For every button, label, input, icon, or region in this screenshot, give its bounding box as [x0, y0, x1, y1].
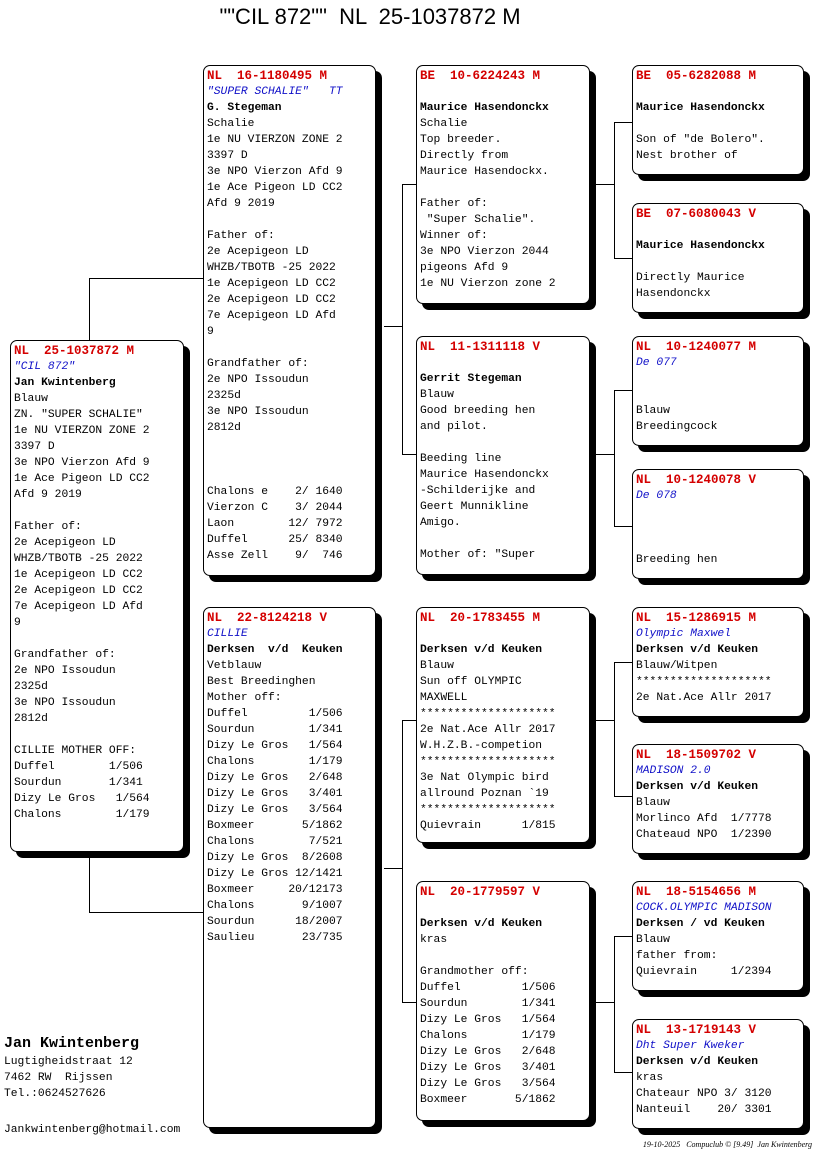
info-line: Chateaud NPO 1/2390 [636, 829, 772, 841]
info-line: 3e NPO Vierzon Afd 9 [14, 457, 150, 469]
ring-number: NL 22-8124218 V [207, 611, 328, 625]
info-line [636, 116, 800, 132]
info-line: Asse Zell 9/ 746 [207, 550, 343, 562]
info-line: Nest brother of [636, 150, 738, 162]
info-line: Son of "de Bolero". [636, 134, 765, 146]
info-line: Blauw/Witpen [636, 660, 718, 672]
info-line [636, 254, 800, 270]
breeder-name: Maurice Hasendonckx [636, 102, 765, 114]
info-line: 1e NU VIERZON ZONE 2 [14, 425, 150, 437]
info-line: Saulieu 23/735 [207, 932, 343, 944]
info-line: 1e NU VIERZON ZONE 2 [207, 134, 343, 146]
ring-number: NL 20-1783455 M [420, 611, 541, 625]
breeder-name: Derksen v/d Keuken [420, 644, 543, 656]
breeder-name: Derksen v/d Keuken [207, 644, 343, 656]
info-line [14, 503, 180, 519]
info-line: 3e NPO Issoudun [207, 406, 309, 418]
ring-number: NL 11-1311118 V [420, 340, 541, 354]
connector-line [402, 454, 417, 455]
info-line: Father of: [420, 198, 488, 210]
info-line: CILLIE MOTHER OFF: [14, 745, 137, 757]
ring-number: NL 10-1240078 V [636, 473, 757, 487]
info-line: "Super Schalie". [420, 214, 536, 226]
pigeon-card-dam-sire-sire[interactable] [632, 607, 804, 717]
ring-number: BE 10-6224243 M [420, 69, 541, 83]
info-line: Afd 9 2019 [14, 489, 82, 501]
pigeon-name [420, 900, 586, 916]
info-line: Blauw [636, 934, 670, 946]
connector-line [402, 184, 403, 454]
info-line [207, 340, 372, 356]
info-line: Beeding line [420, 453, 502, 465]
ring-number: NL 20-1779597 V [420, 885, 541, 899]
info-line: Boxmeer 20/12173 [207, 884, 343, 896]
info-line: Hasendonckx [636, 288, 711, 300]
info-line: Vierzon C 3/ 2044 [207, 502, 343, 514]
info-line: Chalons 1/179 [207, 756, 343, 768]
info-line: -Schilderijke and [420, 485, 536, 497]
breeder-name: Derksen / vd Keuken [636, 918, 765, 930]
info-line: WHZB/TBOTB -25 2022 [14, 553, 143, 565]
info-line: W.H.Z.B.-competion [420, 740, 543, 752]
pigeon-card-dam-sire-dam[interactable] [632, 744, 804, 854]
connector-line [590, 184, 614, 185]
info-line: Blauw [636, 797, 670, 809]
info-line: Morlinco Afd 1/7778 [636, 813, 772, 825]
info-line: Dizy Le Gros 2/648 [420, 1046, 556, 1058]
info-line [14, 727, 180, 743]
info-line: Quievrain 1/2394 [636, 966, 772, 978]
info-line: 2e Acepigeon LD CC2 [14, 585, 143, 597]
info-line: Blauw [636, 405, 670, 417]
info-line: Dizy Le Gros 3/401 [207, 788, 343, 800]
info-line: 2e Nat.Ace Allr 2017 [420, 724, 556, 736]
connector-line [614, 122, 615, 258]
info-line: Duffel 1/506 [420, 982, 556, 994]
info-line: pigeons Afd 9 [420, 262, 509, 274]
info-line: Duffel 1/506 [14, 761, 143, 773]
pigeon-name [420, 626, 586, 642]
info-line: Blauw [14, 393, 48, 405]
info-line: and pilot. [420, 421, 488, 433]
info-line [207, 468, 372, 484]
connector-line [384, 326, 402, 327]
ring-number: NL 18-1509702 V [636, 748, 757, 762]
pigeon-name: COCK.OLYMPIC MADISON [636, 902, 772, 914]
info-line: 2325d [14, 681, 48, 693]
pigeon-name [636, 84, 800, 100]
connector-line [590, 1002, 614, 1003]
info-line: Directly from [420, 150, 509, 162]
connector-line [614, 936, 632, 937]
info-line: Amigo. [420, 517, 461, 529]
info-line: allround Poznan `19 [420, 788, 549, 800]
info-line: Blauw [420, 660, 454, 672]
info-line: Chateaur NPO 3/ 3120 [636, 1088, 772, 1100]
info-line: 3e NPO Vierzon Afd 9 [207, 166, 343, 178]
pigeon-card-sire-dam-dam[interactable] [632, 469, 804, 579]
connector-line [614, 796, 632, 797]
ring-number: BE 05-6282088 M [636, 69, 757, 83]
pigeon-name: MADISON 2.0 [636, 765, 711, 777]
breeder-name: Maurice Hasendonckx [420, 102, 549, 114]
pigeon-name: Dht Super Kweker [636, 1040, 745, 1052]
pigeon-card-dam-dam[interactable] [416, 881, 590, 1121]
pigeon-card-sire-sire-sire[interactable] [632, 65, 804, 175]
info-line: ZN. "SUPER SCHALIE" [14, 409, 143, 421]
info-line: 1e Ace Pigeon LD CC2 [207, 182, 343, 194]
owner-email[interactable]: Jankwintenberg@hotmail.com [4, 1124, 181, 1136]
info-line: 2812d [14, 713, 48, 725]
info-line [420, 180, 586, 196]
info-line: Geert Munnikline [420, 501, 529, 513]
info-line: 3e NPO Vierzon 2044 [420, 246, 549, 258]
connector-line [614, 526, 632, 527]
owner-address-city: 7462 RW Rijssen [4, 1072, 113, 1084]
info-line: 1e Ace Pigeon LD CC2 [14, 473, 150, 485]
info-line: ******************** [420, 708, 556, 720]
info-line: 1e NU Vierzon zone 2 [420, 278, 556, 290]
pigeon-card-sire-dam-sire[interactable] [632, 336, 804, 446]
info-line: MAXWELL [420, 692, 468, 704]
ring-number: BE 07-6080043 V [636, 207, 757, 221]
info-line: Dizy Le Gros 12/1421 [207, 868, 343, 880]
info-line: Sourdun 1/341 [420, 998, 556, 1010]
connector-line [614, 662, 632, 663]
info-line: kras [636, 1072, 664, 1084]
info-line: 3397 D [207, 150, 248, 162]
info-line: Duffel 1/506 [207, 708, 343, 720]
info-line: 9 [14, 617, 21, 629]
info-line: ******************** [420, 804, 556, 816]
pigeon-name: CILLIE [207, 628, 248, 640]
info-line: Grandmother off: [420, 966, 529, 978]
info-line [420, 531, 586, 547]
info-line: Boxmeer 5/1862 [207, 820, 343, 832]
info-line: Boxmeer 5/1862 [420, 1094, 556, 1106]
breeder-name [636, 504, 800, 520]
info-line [14, 631, 180, 647]
pigeon-card-sire[interactable] [203, 65, 376, 576]
info-line: Grandfather of: [207, 358, 309, 370]
info-line: 3e NPO Issoudun [14, 697, 116, 709]
connector-line [590, 454, 614, 455]
info-line: 7e Acepigeon LD Afd [14, 601, 143, 613]
info-line: Father of: [14, 521, 82, 533]
pigeon-card-dam-sire[interactable] [416, 607, 590, 843]
info-line: Maurice Hasendonckx [420, 469, 549, 481]
connector-line [89, 278, 90, 340]
info-line: Vetblauw [207, 660, 262, 672]
breeder-name [636, 371, 800, 387]
info-line [420, 948, 586, 964]
connector-line [384, 868, 402, 869]
info-line: Good breeding hen [420, 405, 536, 417]
info-line: ******************** [636, 676, 772, 688]
page-title: ""CIL 872"" NL 25-1037872 M [219, 4, 521, 29]
info-line [636, 520, 800, 536]
info-line: Breedingcock [636, 421, 718, 433]
info-line: Chalons 1/179 [420, 1030, 556, 1042]
ring-number: NL 16-1180495 M [207, 69, 328, 83]
info-line: Dizy Le Gros 3/564 [207, 804, 343, 816]
info-line: Nanteuil 20/ 3301 [636, 1104, 772, 1116]
pigeon-name [420, 355, 586, 371]
ring-number: NL 10-1240077 M [636, 340, 757, 354]
connector-line [614, 390, 632, 391]
pigeon-card-dam-dam-dam[interactable] [632, 1019, 804, 1129]
pigeon-card-dam[interactable] [203, 607, 376, 1128]
info-line: Blauw [420, 389, 454, 401]
info-line: Dizy Le Gros 2/648 [207, 772, 343, 784]
info-line: 1e Acepigeon LD CC2 [14, 569, 143, 581]
info-line: father from: [636, 950, 718, 962]
breeder-name: Derksen v/d Keuken [636, 1056, 759, 1068]
connector-line [89, 912, 204, 913]
owner-name: Jan Kwintenberg [4, 1035, 140, 1052]
info-line: 9 [207, 326, 214, 338]
connector-line [402, 1002, 417, 1003]
info-line: Dizy Le Gros 8/2608 [207, 852, 343, 864]
info-line: 1e Acepigeon LD CC2 [207, 278, 336, 290]
info-line: Breeding hen [636, 554, 718, 566]
info-line: Dizy Le Gros 1/564 [207, 740, 343, 752]
pigeon-card-dam-dam-sire[interactable] [632, 881, 804, 991]
breeder-name: Derksen v/d Keuken [636, 781, 759, 793]
info-line [207, 436, 372, 452]
ring-number: NL 15-1286915 M [636, 611, 757, 625]
connector-line [614, 1072, 632, 1073]
pigeon-name: De 078 [636, 490, 677, 502]
info-line: 2812d [207, 422, 241, 434]
info-line: Winner of: [420, 230, 488, 242]
info-line: Father of: [207, 230, 275, 242]
pigeon-name: "SUPER SCHALIE" TT [207, 86, 343, 98]
info-line: Laon 12/ 7972 [207, 518, 343, 530]
info-line [636, 536, 800, 552]
connector-line [614, 258, 632, 259]
info-line: Schalie [420, 118, 468, 130]
ring-number: NL 25-1037872 M [14, 344, 135, 358]
info-line [207, 212, 372, 228]
info-line: Dizy Le Gros 3/564 [420, 1078, 556, 1090]
info-line: Sourdun 18/2007 [207, 916, 343, 928]
info-line: Chalons 9/1007 [207, 900, 343, 912]
connector-line [402, 720, 417, 721]
pigeon-card-sire-sire[interactable] [416, 65, 590, 304]
info-line: WHZB/TBOTB -25 2022 [207, 262, 336, 274]
breeder-name: G. Stegeman [207, 102, 282, 114]
owner-info [4, 1034, 139, 1102]
connector-line [614, 662, 615, 796]
connector-line [614, 122, 632, 123]
info-line: 2e NPO Issoudun [207, 374, 309, 386]
info-line: ******************** [420, 756, 556, 768]
pigeon-card-sire-sire-dam[interactable] [632, 203, 804, 313]
info-line: 2e Acepigeon LD [207, 246, 309, 258]
connector-line [89, 278, 204, 279]
pigeon-name [420, 84, 586, 100]
connector-line [402, 720, 403, 1002]
info-line: Mother off: [207, 692, 282, 704]
info-line [207, 452, 372, 468]
breeder-name: Gerrit Stegeman [420, 373, 522, 385]
connector-line [614, 390, 615, 526]
info-line [420, 435, 586, 451]
info-line: Quievrain 1/815 [420, 820, 556, 832]
ring-number: NL 18-5154656 M [636, 885, 757, 899]
info-line: 2e Acepigeon LD CC2 [207, 294, 336, 306]
connector-line [614, 936, 615, 1072]
info-line: Sourdun 1/341 [14, 777, 143, 789]
info-line: Chalons 7/521 [207, 836, 343, 848]
info-line: Grandfather of: [14, 649, 116, 661]
info-line: Afd 9 2019 [207, 198, 275, 210]
info-line: Best Breedinghen [207, 676, 316, 688]
info-line [636, 387, 800, 403]
info-line: Duffel 25/ 8340 [207, 534, 343, 546]
pigeon-card-sire-dam[interactable] [416, 336, 590, 575]
info-line: 2e NPO Issoudun [14, 665, 116, 677]
connector-line [590, 720, 614, 721]
info-line: Mother of: "Super [420, 549, 536, 561]
pigeon-name [636, 222, 800, 238]
breeder-name: Derksen v/d Keuken [636, 644, 759, 656]
owner-phone: Tel.:0624527626 [4, 1088, 106, 1100]
footer-credit: 19-10-2025 Compuclub © [9.49] Jan Kwintenberg [642, 1140, 812, 1149]
info-line: 7e Acepigeon LD Afd [207, 310, 336, 322]
info-line: Maurice Hasendockx. [420, 166, 549, 178]
breeder-name: Maurice Hasendonckx [636, 240, 765, 252]
info-line: Dizy Le Gros 1/564 [420, 1014, 556, 1026]
info-line: Top breeder. [420, 134, 502, 146]
breeder-name: Derksen v/d Keuken [420, 918, 543, 930]
info-line: Sourdun 1/341 [207, 724, 343, 736]
info-line: 2325d [207, 390, 241, 402]
ring-number: NL 13-1719143 V [636, 1023, 757, 1037]
pigeon-card-subject[interactable] [10, 340, 184, 852]
info-line: Sun off OLYMPIC [420, 676, 522, 688]
pigeon-name: De 077 [636, 357, 677, 369]
info-line: Schalie [207, 118, 255, 130]
info-line: 3e Nat Olympic bird [420, 772, 549, 784]
info-line: 2e Nat.Ace Allr 2017 [636, 692, 772, 704]
info-line: kras [420, 934, 448, 946]
owner-address-street: Lugtigheidstraat 12 [4, 1056, 133, 1068]
breeder-name: Jan Kwintenberg [14, 377, 116, 389]
info-line: 3397 D [14, 441, 55, 453]
connector-line [89, 852, 90, 912]
info-line: Dizy Le Gros 1/564 [14, 793, 150, 805]
info-line: 2e Acepigeon LD [14, 537, 116, 549]
pigeon-name: "CIL 872" [14, 361, 76, 373]
connector-line [402, 184, 417, 185]
info-line: Chalons e 2/ 1640 [207, 486, 343, 498]
info-line: Chalons 1/179 [14, 809, 150, 821]
pigeon-name: Olympic Maxwel [636, 628, 731, 640]
info-line: Dizy Le Gros 3/401 [420, 1062, 556, 1074]
info-line: Directly Maurice [636, 272, 745, 284]
